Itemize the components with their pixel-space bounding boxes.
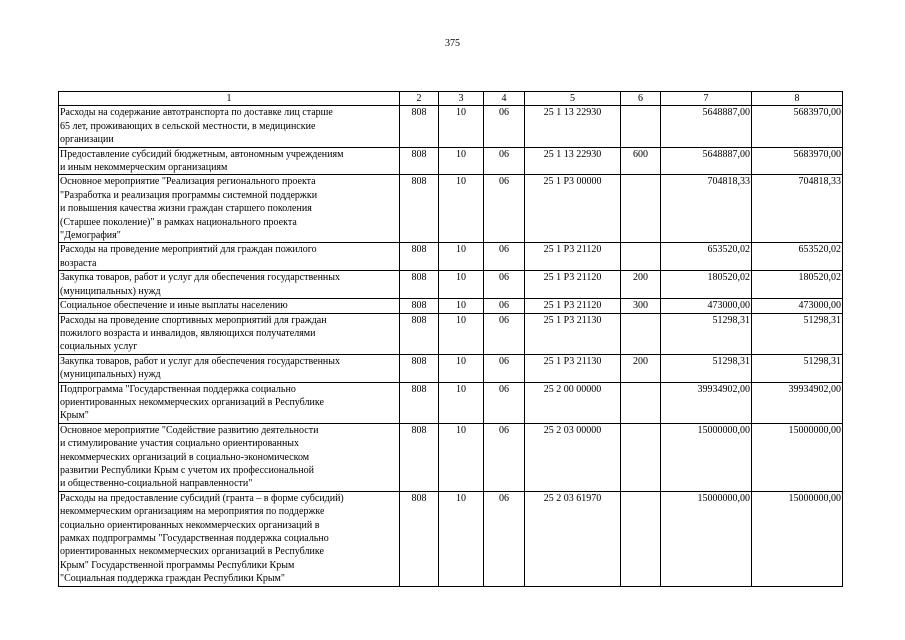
- target-article-cell: 25 1 P3 00000: [525, 175, 621, 243]
- amount-year1-cell: 39934902,00: [661, 382, 752, 423]
- amount-year1-cell: 51298,31: [661, 354, 752, 382]
- section-code-cell: 10: [439, 382, 484, 423]
- table-row: [59, 382, 843, 423]
- table-row: [59, 491, 843, 586]
- expense-type-cell: [621, 491, 661, 586]
- amount-year2-cell: 15000000,00: [752, 423, 843, 491]
- column-header: 3: [439, 92, 484, 106]
- target-article-cell: 25 1 P3 21120: [525, 271, 621, 299]
- ministry-code-cell: 808: [400, 423, 439, 491]
- ministry-code-cell: 808: [400, 299, 439, 313]
- target-article-cell: 25 1 P3 21130: [525, 354, 621, 382]
- table-row: [59, 299, 843, 313]
- amount-year1-cell: 704818,33: [661, 175, 752, 243]
- subsection-code-cell: 06: [484, 313, 525, 354]
- expense-type-cell: [621, 423, 661, 491]
- target-article-cell: 25 1 13 22930: [525, 106, 621, 147]
- column-header: 7: [661, 92, 752, 106]
- amount-year2-cell: 704818,33: [752, 175, 843, 243]
- expense-name-cell: Расходы на проведение мероприятий для граждан пожилого возраста: [59, 243, 400, 271]
- expense-type-cell: 200: [621, 354, 661, 382]
- amount-year2-cell: 51298,31: [752, 313, 843, 354]
- section-code-cell: 10: [439, 423, 484, 491]
- subsection-code-cell: 06: [484, 382, 525, 423]
- expense-name-cell: Социальное обеспечение и иные выплаты населению: [59, 299, 400, 313]
- subsection-code-cell: 06: [484, 106, 525, 147]
- table-row: [59, 271, 843, 299]
- amount-year1-cell: 653520,02: [661, 243, 752, 271]
- ministry-code-cell: 808: [400, 175, 439, 243]
- amount-year2-cell: 5683970,00: [752, 106, 843, 147]
- column-header: 4: [484, 92, 525, 106]
- subsection-code-cell: 06: [484, 423, 525, 491]
- subsection-code-cell: 06: [484, 147, 525, 175]
- ministry-code-cell: 808: [400, 271, 439, 299]
- amount-year1-cell: 180520,02: [661, 271, 752, 299]
- amount-year1-cell: 15000000,00: [661, 491, 752, 586]
- expense-type-cell: [621, 313, 661, 354]
- ministry-code-cell: 808: [400, 106, 439, 147]
- target-article-cell: 25 2 03 61970: [525, 491, 621, 586]
- amount-year1-cell: 51298,31: [661, 313, 752, 354]
- expense-name-cell: Предоставление субсидий бюджетным, автономным учреждениям и иным некоммерческим организациям: [59, 147, 400, 175]
- amount-year2-cell: 39934902,00: [752, 382, 843, 423]
- section-code-cell: 10: [439, 147, 484, 175]
- amount-year1-cell: 5648887,00: [661, 147, 752, 175]
- section-code-cell: 10: [439, 354, 484, 382]
- section-code-cell: 10: [439, 271, 484, 299]
- expense-type-cell: 600: [621, 147, 661, 175]
- section-code-cell: 10: [439, 243, 484, 271]
- target-article-cell: 25 1 13 22930: [525, 147, 621, 175]
- table-row: [59, 313, 843, 354]
- table-header-row: [59, 92, 843, 106]
- target-article-cell: 25 2 00 00000: [525, 382, 621, 423]
- expense-type-cell: [621, 243, 661, 271]
- section-code-cell: 10: [439, 299, 484, 313]
- target-article-cell: 25 1 P3 21130: [525, 313, 621, 354]
- expense-name-cell: Подпрограмма "Государственная поддержка социально ориентированных некоммерческих организаций в Республике Крым": [59, 382, 400, 423]
- page-number: 375: [445, 38, 460, 49]
- table-body: [59, 106, 843, 586]
- subsection-code-cell: 06: [484, 271, 525, 299]
- target-article-cell: 25 1 P3 21120: [525, 243, 621, 271]
- subsection-code-cell: 06: [484, 354, 525, 382]
- section-code-cell: 10: [439, 313, 484, 354]
- section-code-cell: 10: [439, 491, 484, 586]
- column-header: 1: [59, 92, 400, 106]
- expense-name-cell: Расходы на содержание автотранспорта по доставке лиц старше 65 лет, проживающих в сельской местности, в медицинские организации: [59, 106, 400, 147]
- expense-name-cell: Основное мероприятие "Реализация регионального проекта "Разработка и реализация программы системной поддержки и повышения качества жизни граждан старшего поколения (Старшее поколение)" в рамках национального проекта "Демография": [59, 175, 400, 243]
- amount-year1-cell: 473000,00: [661, 299, 752, 313]
- subsection-code-cell: 06: [484, 175, 525, 243]
- amount-year1-cell: 15000000,00: [661, 423, 752, 491]
- target-article-cell: 25 1 P3 21120: [525, 299, 621, 313]
- ministry-code-cell: 808: [400, 491, 439, 586]
- table-row: [59, 106, 843, 147]
- ministry-code-cell: 808: [400, 382, 439, 423]
- ministry-code-cell: 808: [400, 147, 439, 175]
- section-code-cell: 10: [439, 175, 484, 243]
- ministry-code-cell: 808: [400, 243, 439, 271]
- expense-name-cell: Расходы на предоставление субсидий (гранта – в форме субсидий) некоммерческим организациям на мероприятия по поддержке социально ориентированных некоммерческих организаций в рамках подпрограммы "Государственная поддержка социально ориентированных некоммерческих организаций в Республике Крым" Государственной программы Республики Крым "Социальная поддержка граждан Республики Крым": [59, 491, 400, 586]
- expense-name-cell: Закупка товаров, работ и услуг для обеспечения государственных (муниципальных) нужд: [59, 354, 400, 382]
- expense-type-cell: 300: [621, 299, 661, 313]
- table-row: [59, 147, 843, 175]
- column-header: 2: [400, 92, 439, 106]
- ministry-code-cell: 808: [400, 313, 439, 354]
- amount-year2-cell: 51298,31: [752, 354, 843, 382]
- amount-year2-cell: 473000,00: [752, 299, 843, 313]
- subsection-code-cell: 06: [484, 243, 525, 271]
- column-header: 5: [525, 92, 621, 106]
- expense-type-cell: 200: [621, 271, 661, 299]
- expense-type-cell: [621, 382, 661, 423]
- amount-year2-cell: 653520,02: [752, 243, 843, 271]
- target-article-cell: 25 2 03 00000: [525, 423, 621, 491]
- subsection-code-cell: 06: [484, 299, 525, 313]
- subsection-code-cell: 06: [484, 491, 525, 586]
- expense-type-cell: [621, 106, 661, 147]
- column-header: 6: [621, 92, 661, 106]
- amount-year1-cell: 5648887,00: [661, 106, 752, 147]
- section-code-cell: 10: [439, 106, 484, 147]
- table-row: [59, 175, 843, 243]
- expense-name-cell: Основное мероприятие "Содействие развитию деятельности и стимулирование участия социально ориентированных некоммерческих организаций в социально-экономическом развитии Республики Крым с учетом их профессиональной и общественно-социальной направленности": [59, 423, 400, 491]
- table-row: [59, 354, 843, 382]
- table-row: [59, 423, 843, 491]
- expense-name-cell: Закупка товаров, работ и услуг для обеспечения государственных (муниципальных) нужд: [59, 271, 400, 299]
- amount-year2-cell: 5683970,00: [752, 147, 843, 175]
- budget-table: [58, 91, 843, 587]
- expense-type-cell: [621, 175, 661, 243]
- amount-year2-cell: 15000000,00: [752, 491, 843, 586]
- column-header: 8: [752, 92, 843, 106]
- expense-name-cell: Расходы на проведение спортивных мероприятий для граждан пожилого возраста и инвалидов, являющихся получателями социальных услуг: [59, 313, 400, 354]
- table-row: [59, 243, 843, 271]
- amount-year2-cell: 180520,02: [752, 271, 843, 299]
- ministry-code-cell: 808: [400, 354, 439, 382]
